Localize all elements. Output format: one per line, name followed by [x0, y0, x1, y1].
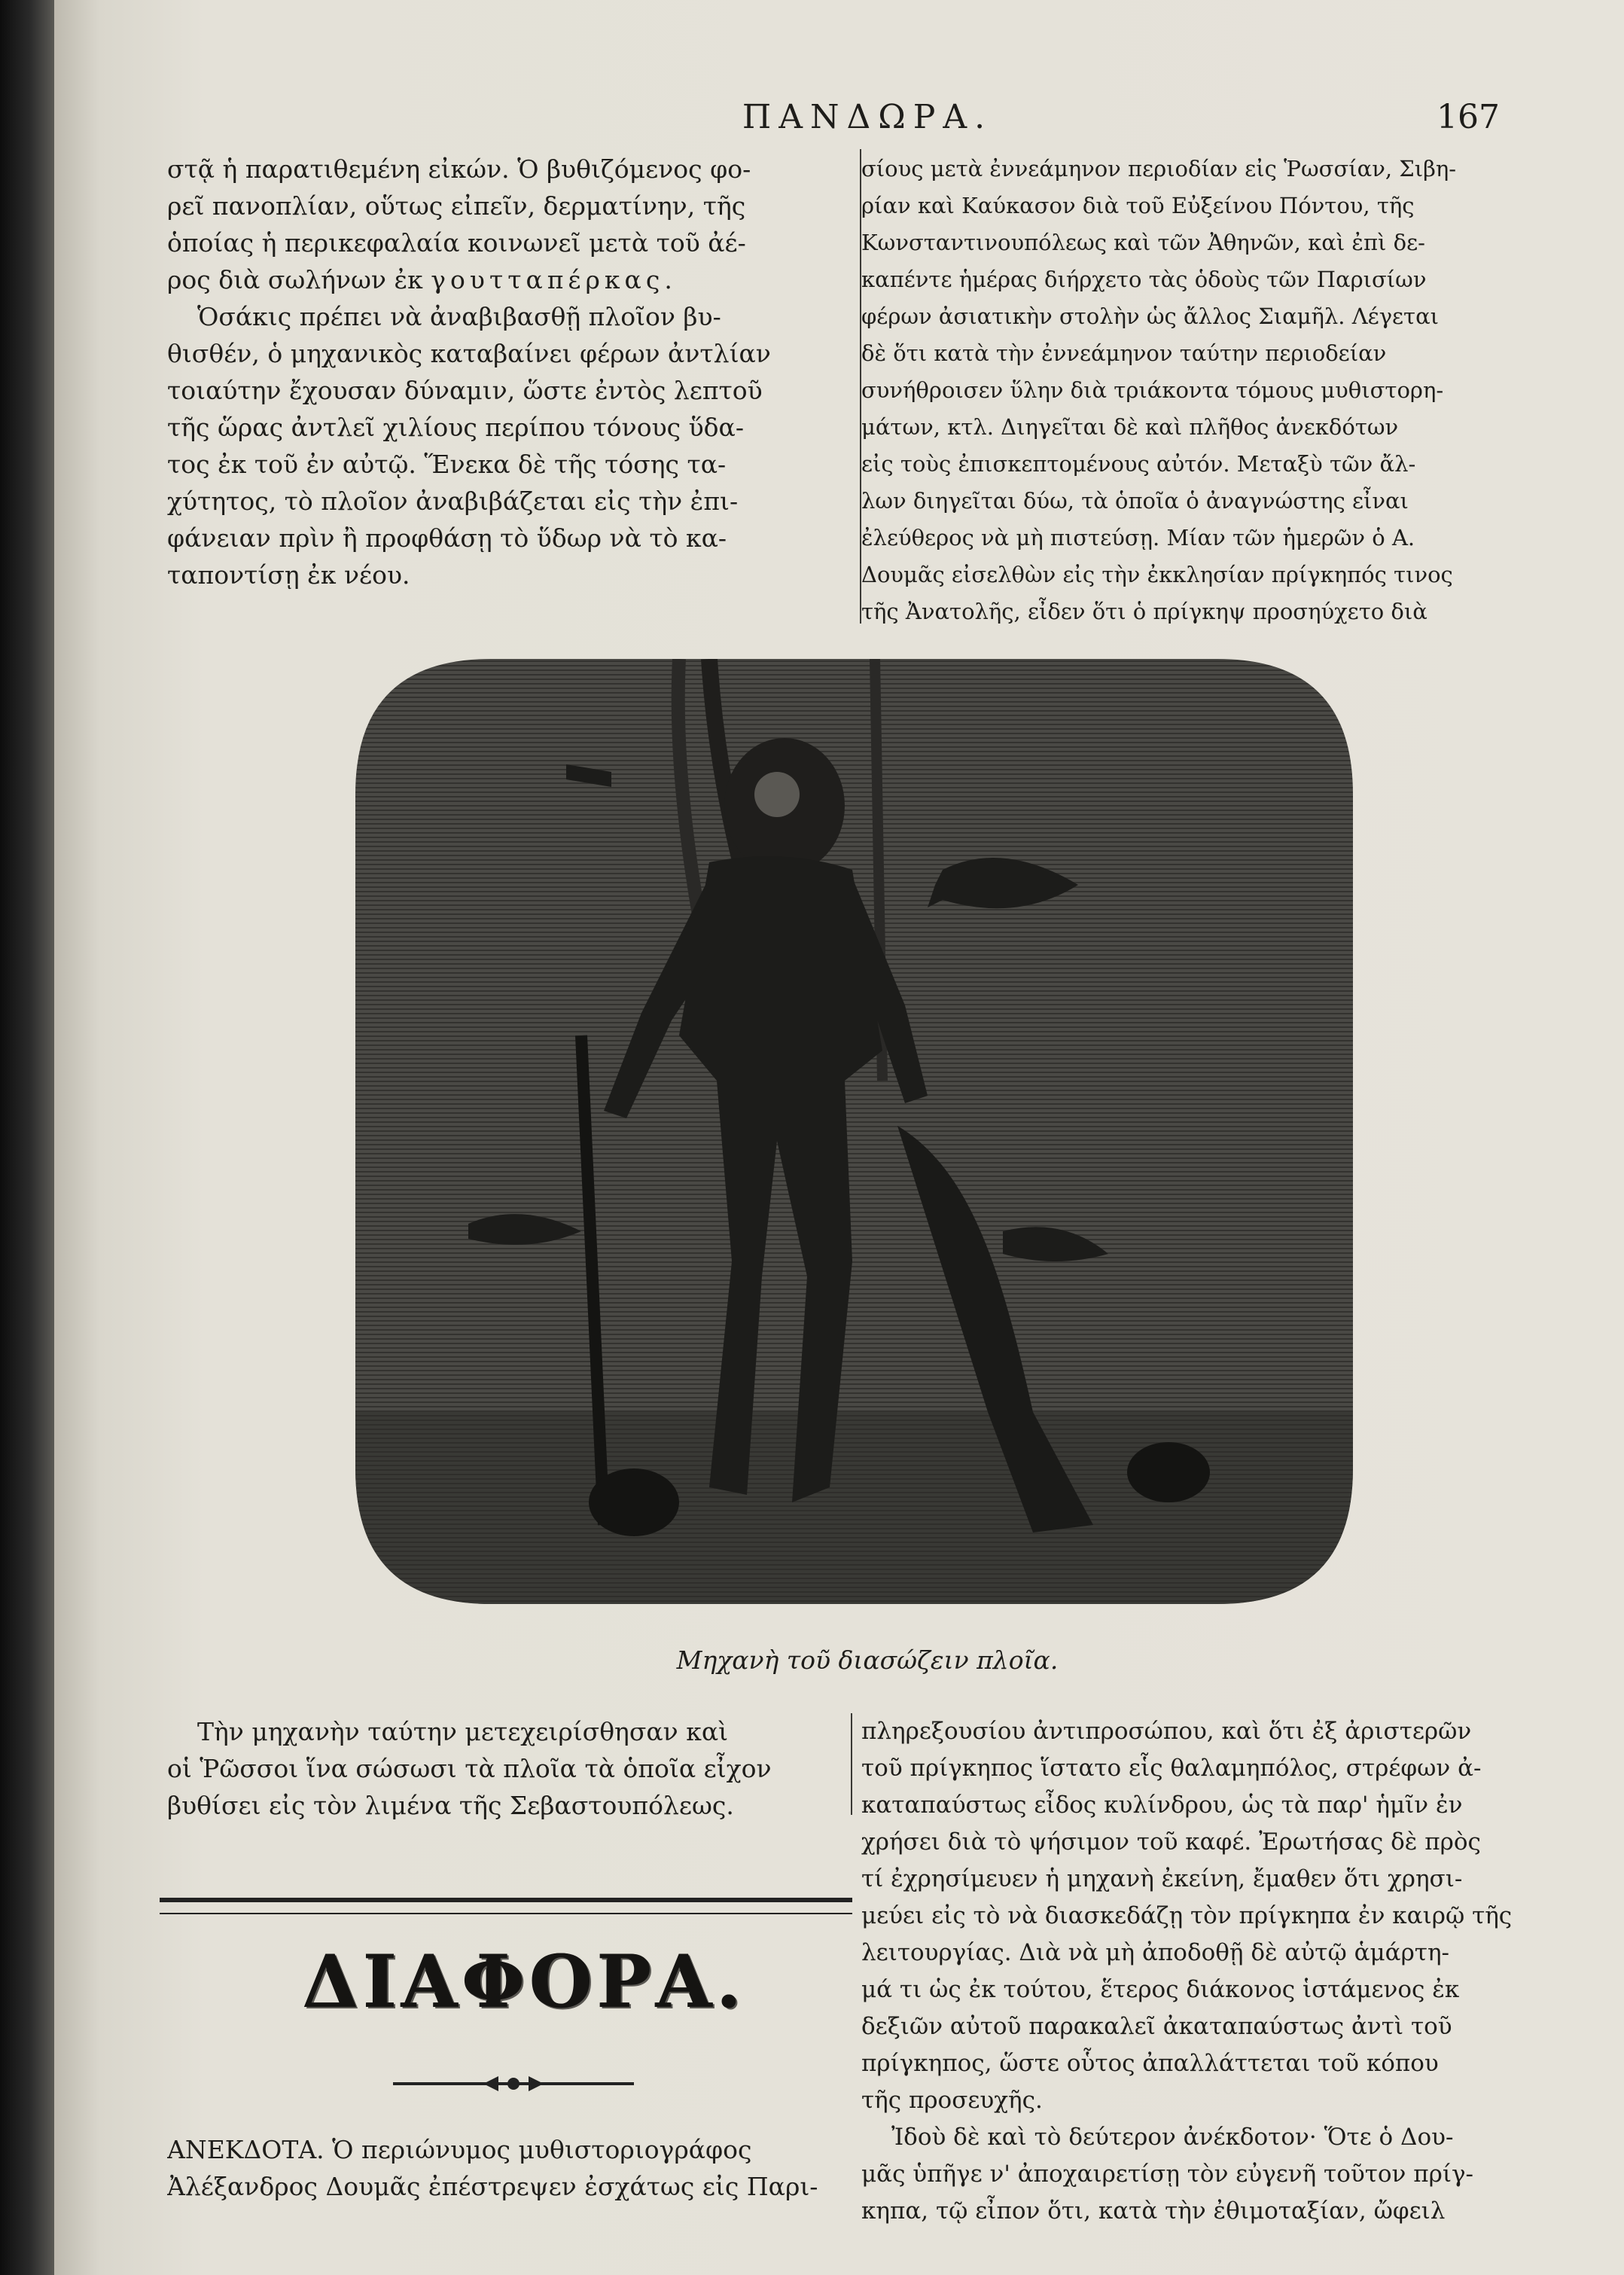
anecdotes-paragraph	[167, 2131, 849, 2205]
text-line: φάνειαν πρὶν ἢ προφθάσῃ τὸ ὕδωρ νὰ τὸ κα-	[167, 523, 727, 553]
text-line: τος ἐκ τοῦ ἐν αὐτῷ. Ἕνεκα δὲ τῆς τόσης τα-	[167, 450, 727, 479]
text-line: συνήθροισεν ὕλην διὰ τριάκοντα τόμους μυθιστορη-	[861, 377, 1444, 403]
text-line: οἱ Ῥῶσσοι ἵνα σώσωσι τὰ πλοῖα τὰ ὁποῖα εἶχον	[167, 1754, 772, 1783]
text-line: Ὁσάκις πρέπει νὰ ἀναβιβασθῇ πλοῖον βυ-	[197, 302, 721, 331]
text-line: Ἰδοὺ δὲ καὶ τὸ δεύτερον ἀνέκδοτον· Ὅτε ὁ Δου-	[891, 2124, 1454, 2151]
text-line: ἐλεύθερος νὰ μὴ πιστεύσῃ. Μίαν τῶν ἡμερῶν ὁ Α.	[861, 525, 1415, 550]
diver-illustration-svg	[355, 659, 1353, 1604]
text-line: φέρων ἀσιατικὴν στολὴν ὡς ἄλλος Σιαμῆλ. Λέγεται	[861, 303, 1440, 329]
text-line: δεξιῶν αὐτοῦ παρακαλεῖ ἀκαταπαύστως ἀντὶ τοῦ	[861, 2013, 1452, 2040]
column-divider	[851, 1713, 852, 1815]
text-line: βυθίσει εἰς τὸν λιμένα τῆς Σεβαστουπόλεως.	[167, 1791, 734, 1820]
text-line: ρίαν καὶ Καύκασον διὰ τοῦ Εὐξείνου Πόντου, τῆς	[861, 193, 1415, 218]
text-line: τοιαύτην ἔχουσαν δύναμιν, ὥστε ἐντὸς λεπτοῦ	[167, 376, 763, 405]
text-line: μά τι ὡς ἐκ τούτου, ἕτερος διάκονος ἱστάμενος ἐκ	[861, 1976, 1460, 2003]
text-line: τῆς Ἀνατολῆς, εἶδεν ὅτι ὁ πρίγκηψ προσηύχετο διὰ	[861, 599, 1427, 624]
text-line: μᾶς ὑπῆγε ν' ἀποχαιρετίσῃ τὸν εὐγενῆ τοῦτον πρίγ-	[861, 2161, 1473, 2188]
text-line: τοῦ πρίγκηπος ἵστατο εἷς θαλαμηπόλος, στρέφων ἀ-	[861, 1755, 1482, 1782]
spaced-word: γουτταπέρκας.	[431, 265, 677, 294]
text-line: πληρεξουσίου ἀντιπροσώπου, καὶ ὅτι ἐξ ἀριστερῶν	[861, 1718, 1472, 1745]
text-line: εἰς τοὺς ἐπισκεπτομένους αὐτόν. Μεταξὺ τῶν ἄλ-	[861, 451, 1416, 477]
text-line: κηπα, τῷ εἶπον ὅτι, κατὰ τὴν ἐθιμοταξίαν, ὤφειλ	[861, 2197, 1446, 2225]
text-line: καταπαύστως εἶδος κυλίνδρου, ὡς τὰ παρ' ἡμῖν ἐν	[861, 1792, 1463, 1819]
text-line: χύτητος, τὸ πλοῖον ἀναβιβάζεται εἰς τὴν ἐπι-	[167, 486, 739, 516]
text-line: μεύει εἰς τὸ νὰ διασκεδάζῃ τὸν πρίγκηπα ἐν καιρῷ τῆς	[861, 1902, 1513, 1929]
text-line: Δουμᾶς εἰσελθὼν εἰς τὴν ἐκκλησίαν πρίγκηπός τινος	[861, 562, 1453, 587]
text-line: ρος διὰ σωλήνων ἐκ γουτταπέρκας.	[167, 265, 677, 294]
text-line: Τὴν μηχανὴν ταύτην μετεχειρίσθησαν καὶ	[197, 1717, 729, 1746]
text-line: ρεῖ πανοπλίαν, οὕτως εἰπεῖν, δερματίνην, τῆς	[167, 191, 746, 221]
text-line: Ἀλέξανδρος Δουμᾶς ἐπέστρεψεν ἐσχάτως εἰς Παρι-	[167, 2172, 818, 2201]
text-line: Κωνσταντινουπόλεως καὶ τῶν Ἀθηνῶν, καὶ ἐπὶ δε-	[861, 230, 1425, 255]
text-line: στᾷ ἡ παρατιθεμένη εἰκών. Ὁ βυθιζόμενος φο-	[167, 154, 751, 184]
text-line: τί ἐχρησίμευεν ἡ μηχανὴ ἐκείνη, ἔμαθεν ὅτι χρησι-	[861, 1865, 1463, 1892]
diver-engraving	[355, 659, 1353, 1604]
text-line: ταποντίσῃ ἐκ νέου.	[167, 560, 410, 590]
left-column-top	[167, 151, 873, 593]
text-line: σίους μετὰ ἐννεάμηνον περιοδίαν εἰς Ῥωσσίαν, Σιβη-	[861, 156, 1457, 181]
anecdotes-label: ΑΝΕΚΔΟΤΑ.	[167, 2135, 324, 2164]
right-column-bottom	[861, 1713, 1524, 2230]
text-line: χρήσει διὰ τὸ ψήσιμον τοῦ καφέ. Ἐρωτήσας δὲ πρὸς	[861, 1828, 1481, 1856]
right-column-top	[861, 151, 1524, 630]
newspaper-page	[54, 0, 1624, 2275]
ornament-icon	[378, 2072, 649, 2095]
section-heading: ΔΙΑΦΟΡΑ.	[303, 1939, 747, 2024]
engraving-caption: Μηχανὴ τοῦ διασώζειν πλοῖα.	[676, 1645, 1059, 1675]
text-line: λειτουργίας. Διὰ νὰ μὴ ἀποδοθῇ δὲ αὐτῷ ἁμάρτη-	[861, 1939, 1450, 1966]
page-number: 167	[1437, 98, 1500, 136]
text-line: τῆς ὥρας ἀντλεῖ χιλίους περίπου τόνους ὕδα-	[167, 413, 744, 442]
text-line: τῆς προσευχῆς.	[861, 2087, 1043, 2114]
text-line: καπέντε ἡμέρας διήρχετο τὰς ὁδοὺς τῶν Παρισίων	[861, 267, 1427, 292]
text-line: μάτων, κτλ. Διηγεῖται δὲ καὶ πλῆθος ἀνεκδότων	[861, 414, 1399, 440]
book-gutter	[0, 0, 54, 2275]
text-line: δὲ ὅτι κατὰ τὴν ἐννεάμηνον ταύτην περιοδείαν	[861, 340, 1387, 366]
section-rule	[160, 1898, 852, 1914]
ornament-divider	[378, 2072, 649, 2095]
text-line: ΑΝΕΚΔΟΤΑ. Ὁ περιώνυμος μυθιστοριογράφος	[167, 2135, 752, 2164]
text-line: θισθέν, ὁ μηχανικὸς καταβαίνει φέρων ἀντλίαν	[167, 339, 771, 368]
left-column-bottom	[167, 1713, 849, 1824]
text-line: λων διηγεῖται δύω, τὰ ὁποῖα ὁ ἀναγνώστης εἶναι	[861, 488, 1409, 514]
text-line: ὁποίας ἡ περικεφαλαία κοινωνεῖ μετὰ τοῦ ἀέ-	[167, 228, 746, 258]
text-line: πρίγκηπος, ὥστε οὗτος ἀπαλλάττεται τοῦ κόπου	[861, 2050, 1439, 2077]
page-header-title: ΠΑΝΔΩΡΑ.	[742, 98, 993, 136]
